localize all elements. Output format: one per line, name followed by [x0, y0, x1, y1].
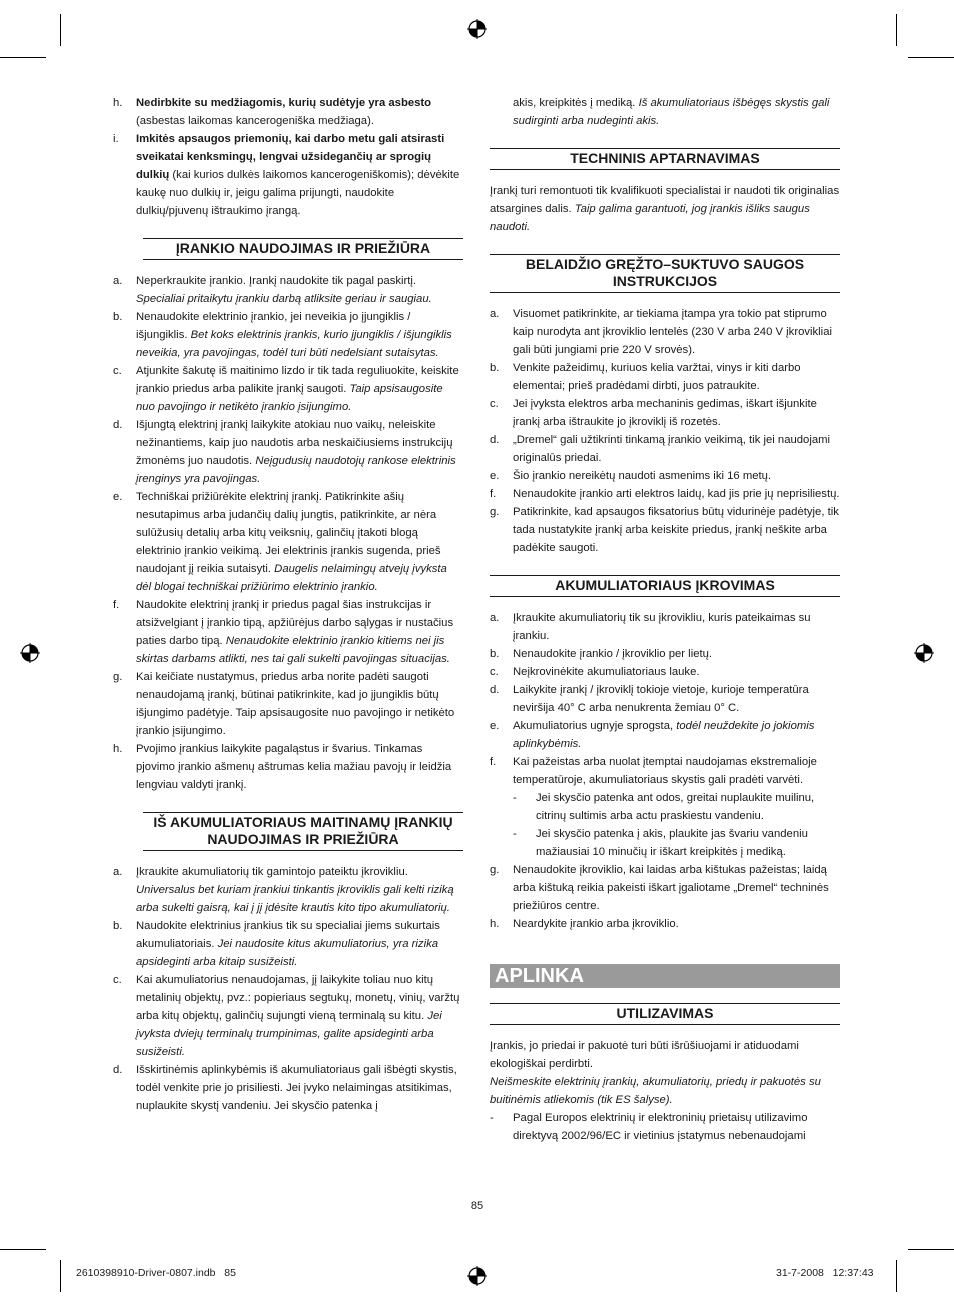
list-item: h. Pvojimo įrankius laikykite pagaląstus ir švarius. Tinkamas pjovimo įrankio ašmenų aštrumas kelia mažiau pavojų ir leidžia lengviau valdyti įrankį.	[113, 743, 452, 791]
list-item: a. Įkraukite akumuliatorių tik gamintojo pateiktu įkrovikliu. Universalus bet kuriam įrankiui tinkantis įkroviklis gali kelti riziką arba sukelti gaisrą, kai į jį įdėsite krautis kito tipo akumuliatorių.	[113, 866, 454, 914]
list-item: f. Naudokite elektrinį įrankį ir priedus pagal šias instrukcijas ir atsižvelgiant į įrankio tipą, apžiūrėjus darbo sąlygas ir nustačius paties darbo tipą. Nenaudokite elektrinio įrankio kitiems nei jis skirtas darbams atlikti, nes tai gali sukelti pavojingas situacijas.	[113, 599, 454, 665]
disposal-warning: Neišmeskite elektrinių įrankių, akumuliatorių, priedų ir pakuotės su buitinėmis atliekomis (tik ES šalyse).	[490, 1076, 821, 1106]
section-heading: TECHNINIS APTARNAVIMAS	[490, 148, 840, 170]
list-item: i. Imkitės apsaugos priemonių, kai darbo metu gali atsirasti sveikatai kenksmingų, lengvai užsidegančių ar sprogių dulkių (kai kurios dulkės laikomos kancerogeniškomis); dėvėkite kaukę nuo dulkių ir, jeigu galima prijungti, naudokite dulkių/pjuvenų ištraukimo įrangą.	[113, 133, 460, 217]
list-item: g. Kai keičiate nustatymus, priedus arba norite padėti saugoti nenaudojamą įrankį, būtinai patikrinkite, kad jo įjungiklis būtų išjungimo padėtyje. Taip apsisaugosite nuo pavojingo ir netikėto įrankio įsijungimo.	[113, 671, 455, 737]
crop-mark	[60, 14, 61, 46]
left-column	[113, 94, 463, 1115]
list-item: b. Nenaudokite elektrinio įrankio, jei neveikia jo įjungiklis / išjungiklis. Bet koks elektrinis įrankis, kurio įjungiklis / išjungiklis neveikia, yra pavojingas, todėl turi būti nedelsiant sutaisytas.	[113, 311, 452, 359]
registration-mark-icon	[467, 19, 487, 39]
crop-mark	[896, 14, 897, 46]
list-item: a. Neperkraukite įrankio. Įrankį naudokite tik pagal paskirtį. Specialiai pritaikytu įrankiu darbą atliksite geriau ir saugiau.	[113, 275, 432, 305]
list-item: a. Įkraukite akumuliatorių tik su įkrovikliu, kuris pateikaimas su įrankiu.	[490, 612, 811, 642]
list-item: b. Nenaudokite įrankio / įkroviklio per lietų.	[490, 648, 713, 660]
list-item: h. Nedirbkite su medžiagomis, kurių sudėtyje yra asbesto (asbestas laikomas kancerogeniška medžiaga).	[113, 97, 432, 127]
section-heading: IŠ AKUMULIATORIAUS MAITINAMŲ ĮRANKIŲ NAUDOJIMAS IR PRIEŽIŪRA	[143, 812, 463, 851]
crop-mark	[908, 57, 954, 58]
list-item: f. Kai pažeistas arba nuolat įtemptai naudojamas ekstremalioje temperatūroje, akumuliatoriaus skystis gali pradėti varvėti.	[490, 756, 817, 786]
section-heading: ĮRANKIO NAUDOJIMAS IR PRIEŽIŪRA	[143, 238, 463, 260]
list-item: e. Akumuliatorius ugnyje sprogsta, todėl neuždekite jo jokiomis aplinkybėmis.	[490, 720, 815, 750]
registration-mark-icon	[467, 1266, 487, 1286]
continuation-text: akis, kreipkitės į mediką. Iš akumuliatoriaus išbėgęs skystis gali sudirginti arba nudeginti akis.	[513, 97, 830, 127]
registration-mark-icon	[914, 643, 934, 663]
registration-mark-icon	[20, 643, 40, 663]
section-heading: AKUMULIATORIAUS ĮKROVIMAS	[490, 575, 840, 597]
list-item: - Jei skysčio patenka į akis, plaukite jas švariu vandeniu mažiausiai 10 minučių ir iškart kreipkitės į mediką.	[513, 828, 808, 858]
list-item: e. Techniškai prižiūrėkite elektrinį įrankį. Patikrinkite ašių nesutapimus arba judančių dalių jungtis, patikrinkite, ar nėra sulūžusių detalių arba kitų veiksnių, galinčių įtakoti blogą elektrinio įrankio veikimą. Jei elektrinis įrankis sugenda, prieš naudojant jį reikia sutaisyti. Daugelis nelaimingų atvejų įvyksta dėl blogai techniškai prižiūrimo elektrinio įrankio.	[113, 491, 447, 593]
service-text: Įrankį turi remontuoti tik kvalifikuoti specialistai ir naudoti tik originalias atsargines dalis. Taip galima garantuoti, jog įrankis išliks saugus naudoti.	[490, 185, 840, 233]
crop-mark	[60, 1260, 61, 1292]
footer-file-info: 2610398910-Driver-0807.indb 85	[76, 1267, 236, 1279]
list-item: c. Jei įvyksta elektros arba mechaninis gedimas, iškart išjunkite įrankį arba ištraukite jo įkroviklį iš rozetės.	[490, 398, 817, 428]
list-item: d. Išjungtą elektrinį įrankį laikykite atokiau nuo vaikų, neleiskite nežinantiems, kaip juo naudotis arba neskaičiusiems instrukcijų žmonėms juo naudotis. Neįgudusių naudotojų rankose elektrinis įrenginys yra pavojingas.	[113, 419, 456, 485]
footer-timestamp: 31-7-2008 12:37:43	[776, 1267, 874, 1279]
list-item: b. Naudokite elektrinius įrankius tik su specialiai jiems sukurtais akumuliatoriais. Jei naudosite kitus akumuliatorius, yra rizika apsideginti arba kitaip susižeisti.	[113, 920, 440, 968]
list-item: e. Šio įrankio nereikėtų naudoti asmenims iki 16 metų.	[490, 470, 772, 482]
list-item: - Jei skysčio patenka ant odos, greitai nuplaukite muilinu, citrinų sultimis arba actu praskiestu vandeniu.	[513, 792, 815, 822]
disposal-text: Įrankis, jo priedai ir pakuotė turi būti išrūšiuojami ir atiduodami ekologiškai perdirbti.	[490, 1040, 799, 1070]
list-item: g. Nenaudokite įkroviklio, kai laidas arba kištukas pažeistas; laidą arba kištuką reikia pakeisti iškart įgaliotame „Dremel“ techninės priežiūros centre.	[490, 864, 829, 912]
list-item: b. Venkite pažeidimų, kuriuos kelia varžtai, vinys ir kiti darbo elementai; prieš pradėdami dirbti, juos patraukite.	[490, 362, 801, 392]
crop-mark	[896, 1260, 897, 1292]
list-item: c. Neįkrovinėkite akumuliatoriaus lauke.	[490, 666, 700, 678]
section-banner: APLINKA	[490, 964, 840, 988]
list-item: d. Išskirtinėmis aplinkybėmis iš akumuliatoriaus gali išbėgti skystis, todėl venkite prie jo prisiliesti. Jei įvyko nelaimingas atsitikimas, nuplaukite skystį vandeniu. Jei skysčio patenka į	[113, 1064, 457, 1112]
list-item: d. „Dremel“ gali užtikrinti tinkamą įrankio veikimą, tik jei naudojami originalūs priedai.	[490, 434, 831, 464]
crop-mark	[0, 1249, 46, 1250]
section-heading: BELAIDŽIO GRĘŽTO–SUKTUVO SAUGOS INSTRUKCIJOS	[490, 254, 840, 293]
list-item: - Pagal Europos elektrinių ir elektroninių prietaisų utilizavimo direktyvą 2002/96/EC ir vietinius įstatymus nebenaudojami	[490, 1112, 808, 1142]
list-item: h. Neardykite įrankio arba įkroviklio.	[490, 918, 679, 930]
right-column	[490, 94, 840, 1145]
crop-mark	[908, 1249, 954, 1250]
list-item: d. Laikykite įrankį / įkroviklį tokioje vietoje, kurioje temperatūra neviršija 40° C arba nenukrenta žemiau 0° C.	[490, 684, 809, 714]
list-item: c. Atjunkite šakutę iš maitinimo lizdo ir tik tada reguliuokite, keiskite įrankio priedus arba palikite įrankį saugoti. Taip apsisaugosite nuo pavojingo ir netikėto įrankio įsijungimo.	[113, 365, 459, 413]
list-item: c. Kai akumuliatorius nenaudojamas, jį laikykite toliau nuo kitų metalinių objektų, pvz.: popieriaus segtukų, monetų, vinių, varžtų arba kitų objektų, galinčių sujungti vieną terminalą su kitu. Jei įvyksta dviejų terminalų trumpinimas, galite apsideginti arba susižeisti.	[113, 974, 460, 1058]
section-heading: UTILIZAVIMAS	[490, 1003, 840, 1025]
list-item: g. Patikrinkite, kad apsaugos fiksatorius būtų vidurinėje padėtyje, tik tada nustatykite įrankį arba keiskite priedus, įrankį neškite arba padėkite saugoti.	[490, 506, 839, 554]
list-item: a. Visuomet patikrinkite, ar tiekiama įtampa yra tokio pat stiprumo kaip nurodyta ant įkroviklio lentelės (230 V arba 240 V įkrovikliai gali būti jungiami prie 220 V srovės).	[490, 308, 832, 356]
crop-mark	[0, 57, 46, 58]
list-item: f. Nenaudokite įrankio arti elektros laidų, kad jis prie jų neprisiliestų.	[490, 488, 840, 500]
page-number: 85	[470, 1200, 484, 1212]
